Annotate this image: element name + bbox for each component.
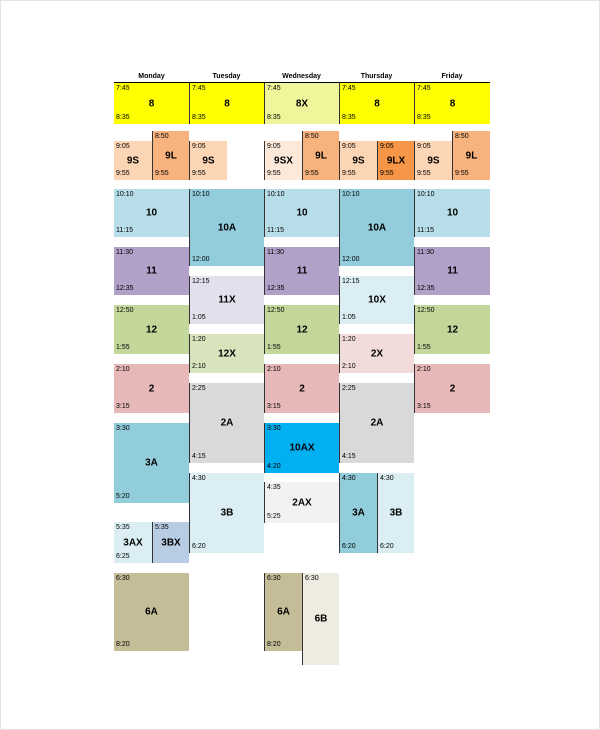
block-fri-12: 12:50 12 1:55 <box>414 305 490 354</box>
block-wed-2ax: 4:35 2AX 5:25 <box>264 482 339 523</box>
block-wed-9sx: 9:05 9SX 9:55 <box>264 141 302 180</box>
day-header-tuesday: Tuesday <box>212 73 241 80</box>
day-header-thursday: Thursday <box>360 73 393 80</box>
block-fri-10: 10:10 10 11:15 <box>414 189 490 237</box>
block-tue-3b: 4:30 3B 6:20 <box>189 473 264 553</box>
block-fri-9l: 8:50 9L 9:55 <box>452 131 490 180</box>
block-thu-9s: 9:05 9S 9:55 <box>339 141 377 180</box>
block-thu-9lx: 9:05 9LX 9:55 <box>377 141 414 180</box>
block-thu-3b: 4:30 3B 6:20 <box>377 473 414 553</box>
block-mon-9s: 9:05 9S 9:55 <box>114 141 152 180</box>
block-wed-9l: 8:50 9L 9:55 <box>302 131 339 180</box>
block-wed-6a: 6:30 6A 8:20 <box>264 573 302 651</box>
block-wed-10: 10:10 10 11:15 <box>264 189 339 237</box>
block-fri-11: 11:30 11 12:35 <box>414 247 490 295</box>
block-wed-6b: 6:30 6B <box>302 573 339 665</box>
block-thu-3a: 4:30 3A 6:20 <box>339 473 377 553</box>
block-mon-10: 10:10 10 11:15 <box>114 189 189 237</box>
block-mon-3ax: 5:35 3AX 6:25 <box>114 522 152 563</box>
block-wed-12: 12:50 12 1:55 <box>264 305 339 354</box>
block-fri-2: 2:10 2 3:15 <box>414 364 490 413</box>
day-header-wednesday: Wednesday <box>282 73 321 80</box>
day-header-friday: Friday <box>441 73 463 80</box>
block-wed-2: 2:10 2 3:15 <box>264 364 339 413</box>
block-mon-6a: 6:30 6A 8:20 <box>114 573 189 651</box>
block-tue-9s: 9:05 9S 9:55 <box>189 141 227 180</box>
block-thu-10a: 10:10 10A 12:00 <box>339 189 414 266</box>
block-mon-12: 12:50 12 1:55 <box>114 305 189 354</box>
block-mon-3bx: 5:35 3BX <box>152 522 189 563</box>
block-fri-9s: 9:05 9S 9:55 <box>414 141 452 180</box>
block-wed-8x: 7:45 8X 8:35 <box>264 83 339 124</box>
block-wed-10ax: 3:30 10AX 4:20 <box>264 423 339 473</box>
block-thu-2x: 1:20 2X 2:10 <box>339 334 414 373</box>
block-fri-8: 7:45 8 8:35 <box>414 83 490 124</box>
block-mon-3a: 3:30 3A 5:20 <box>114 423 189 503</box>
block-mon-2: 2:10 2 3:15 <box>114 364 189 413</box>
day-header-monday: Monday <box>138 73 165 80</box>
block-thu-10x: 12:15 10X 1:05 <box>339 276 414 324</box>
block-thu-8: 7:45 8 8:35 <box>339 83 414 124</box>
block-wed-11: 11:30 11 12:35 <box>264 247 339 295</box>
block-tue-12x: 1:20 12X 2:10 <box>189 334 264 373</box>
block-thu-2a: 2:25 2A 4:15 <box>339 383 414 463</box>
block-mon-8: 7:45 8 8:35 <box>114 83 189 124</box>
block-tue-10a: 10:10 10A 12:00 <box>189 189 264 266</box>
block-mon-9l: 8:50 9L 9:55 <box>152 131 189 180</box>
block-mon-11: 11:30 11 12:35 <box>114 247 189 295</box>
block-tue-8: 7:45 8 8:35 <box>189 83 264 124</box>
block-tue-2a: 2:25 2A 4:15 <box>189 383 264 463</box>
block-tue-11x: 12:15 11X 1:05 <box>189 276 264 324</box>
